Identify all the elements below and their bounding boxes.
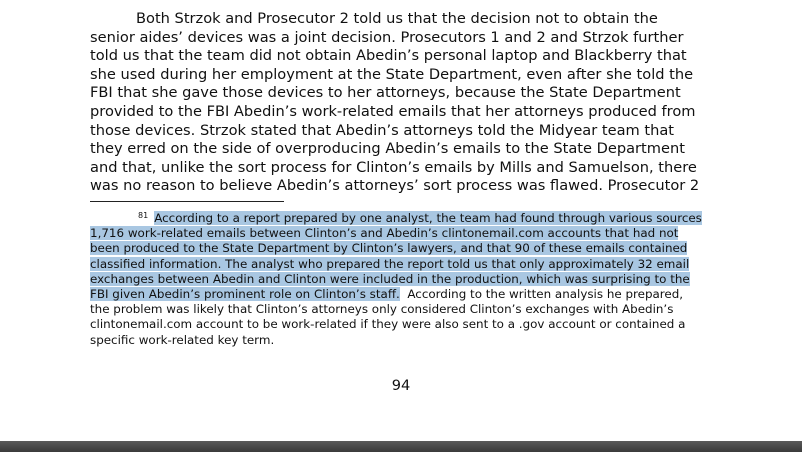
body-line: senior aides’ devices was a joint decision. Prosecutors 1 and 2 and Strzok further xyxy=(90,28,684,46)
body-paragraph xyxy=(90,10,730,196)
body-line: they erred on the side of overproducing Abedin’s emails to the State Department xyxy=(90,140,685,158)
footnote-line: the problem was likely that Clinton’s attorneys only considered Clinton’s exchanges with Abedin’s xyxy=(90,302,674,317)
footnote-text: According to the written analysis he prepared, xyxy=(399,287,684,302)
footnote-marker: 81 xyxy=(138,211,149,220)
viewer-bottom-bar xyxy=(0,441,802,452)
footnote-line xyxy=(90,208,730,226)
selected-text[interactable]: classified information. The analyst who prepared the report told us that only approximately 32 email xyxy=(90,256,690,271)
body-line: provided to the FBI Abedin’s work-related emails that her attorneys produced from xyxy=(90,102,696,120)
footnote-line xyxy=(90,226,730,241)
selected-text[interactable]: been produced to the State Department by Clinton’s lawyers, and that 90 of these emails contained xyxy=(90,241,688,256)
selected-text[interactable]: According to a report prepared by one analyst, the team had found through various sources xyxy=(154,211,702,225)
footnote-line xyxy=(90,287,730,302)
footnote-line xyxy=(90,257,730,272)
footnote-line xyxy=(90,241,730,256)
selected-text[interactable]: exchanges between Abedin and Clinton were included in the production, which was surprising to the xyxy=(90,271,690,286)
body-line: Both Strzok and Prosecutor 2 told us that the decision not to obtain the xyxy=(136,10,658,27)
selected-text[interactable]: FBI given Abedin’s prominent role on Clinton’s staff. xyxy=(90,287,400,302)
body-line: she used during her employment at the State Department, even after she told the xyxy=(90,65,694,83)
footnote xyxy=(90,208,730,348)
footnote-line: clintonemail.com account to be work-related if they were also sent to a .gov account or contained a xyxy=(90,317,686,332)
footnote-line xyxy=(90,272,730,287)
body-line: and that, unlike the sort process for Clinton’s emails by Mills and Samuelson, there xyxy=(90,158,697,176)
body-line: FBI that she gave those devices to her attorneys, because the State Department xyxy=(90,84,681,102)
footnote-line: specific work-related key term. xyxy=(90,332,275,347)
body-line: was no reason to believe Abedin’s attorneys’ sort process was flawed. Prosecutor 2 xyxy=(90,177,700,195)
selected-text[interactable]: 1,716 work-related emails between Clinton’s and Abedin’s clintonemail.com accounts that had not xyxy=(90,226,679,241)
footnote-separator xyxy=(90,201,284,202)
body-line: those devices. Strzok stated that Abedin’s attorneys told the Midyear team that xyxy=(90,121,675,139)
body-line: told us that the team did not obtain Abedin’s personal laptop and Blackberry that xyxy=(90,47,687,65)
page-number: 94 xyxy=(391,377,411,394)
